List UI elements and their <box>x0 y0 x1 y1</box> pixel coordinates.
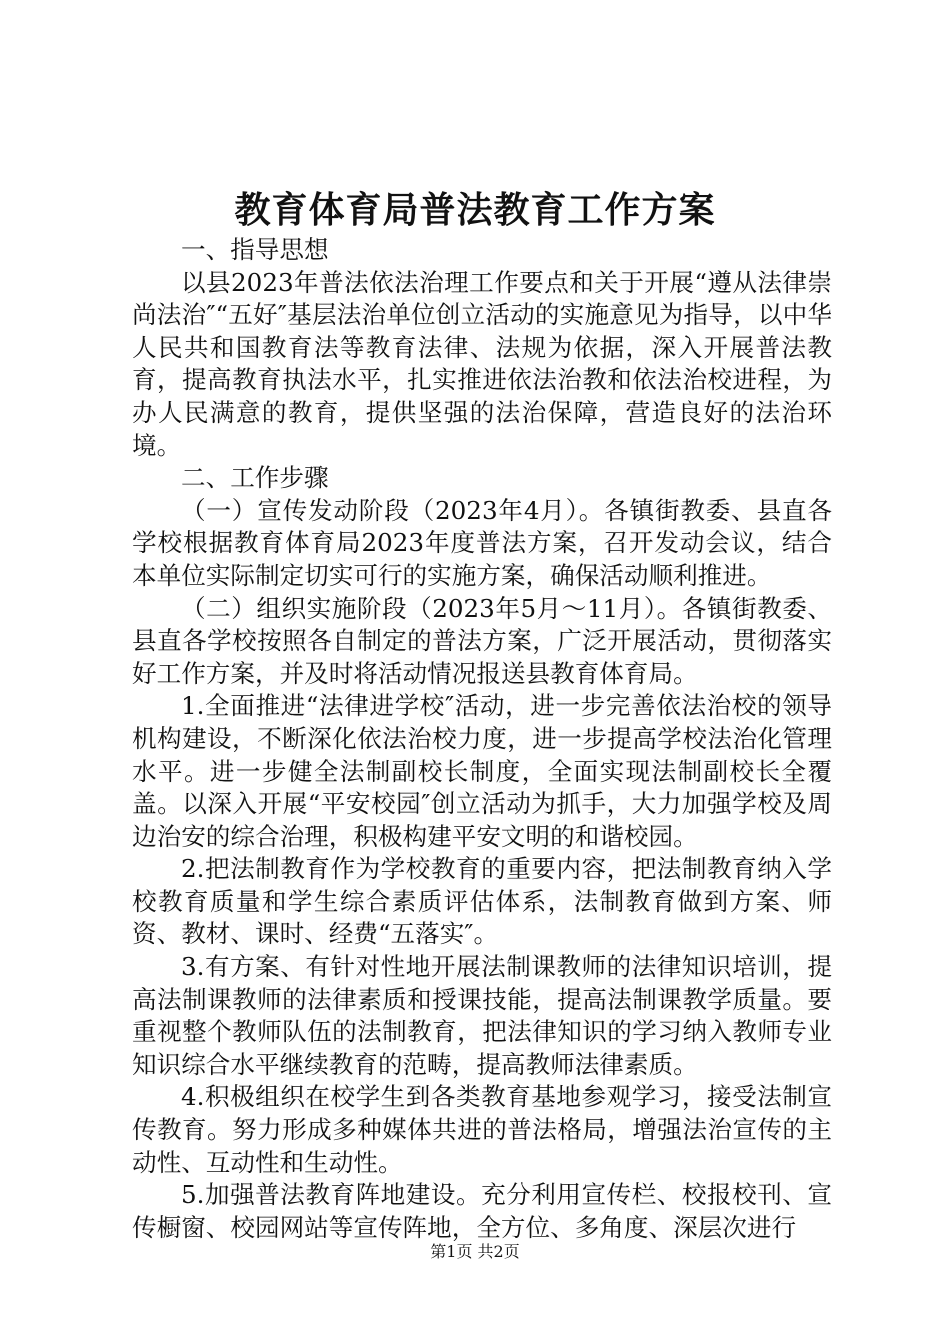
paragraph-item-1: 1.全面推进“法律进学校″活动，进一步完善依法治校的领导机构建设，不断深化依法治校力度，进一步提高学校法治化管理水平。进一步健全法制副校长制度，全面实现法制副校长全覆盖。以深入开展“平安校园″创立活动为抓手，大力加强学校及周边治安的综合治理，积极构建平安文明的和谐校园。 <box>132 691 832 851</box>
document-title: 教育体育局普法教育工作方案 <box>234 189 716 231</box>
paragraph-stage-one: （一）宣传发动阶段（2023年4月）。各镇街教委、县直各学校根据教育体育局2023年度普法方案，召开发动会议，结合本单位实际制定切实可行的实施方案，确保活动顺利推进。 <box>132 495 832 590</box>
paragraph-stage-two: （二）组织实施阶段（2023年5月～11月）。各镇街教委、县直各学校按照各自制定的普法方案，广泛开展活动，贯彻落实好工作方案，并及时将活动情况报送县教育体育局。 <box>132 593 832 688</box>
page-footer-indicator: 第1页 共2页 <box>430 1242 520 1261</box>
paragraph-item-5: 5.加强普法教育阵地建设。充分利用宣传栏、校报校刊、宣传橱窗、校园网站等宣传阵地，全方位、多角度、深层次进行 <box>132 1180 832 1242</box>
paragraph-item-2: 2.把法制教育作为学校教育的重要内容，把法制教育纳入学校教育质量和学生综合素质评估体系，法制教育做到方案、师资、教材、课时、经费“五落实″。 <box>132 854 832 949</box>
paragraph-item-3: 3.有方案、有针对性地开展法制课教师的法律知识培训，提高法制课教师的法律素质和授课技能，提高法制课教学质量。要重视整个教师队伍的法制教育，把法律知识的学习纳入教师专业知识综合水平继续教育的范畴，提高教师法律素质。 <box>132 952 832 1079</box>
section-heading-work-steps: 二、工作步骤 <box>181 463 329 493</box>
document-body <box>132 234 832 1244</box>
paragraph-item-4: 4.积极组织在校学生到各类教育基地参观学习，接受法制宣传教育。努力形成多种媒体共进的普法格局，增强法治宣传的主动性、互动性和生动性。 <box>132 1082 832 1177</box>
section-heading-guiding-ideology: 一、指导思想 <box>181 235 329 264</box>
paragraph-guiding-ideology: 以县2023年普法依法治理工作要点和关于开展“遵从法律崇尚法治″“五好″基层法治单位创立活动的实施意见为指导，以中华人民共和国教育法等教育法律、法规为依据，深入开展普法教育，提高教育执法水平，扎实推进依法治教和依法治校进程，为办人民满意的教育，提供坚强的法治保障，营造良好的法治环境。 <box>132 267 832 460</box>
